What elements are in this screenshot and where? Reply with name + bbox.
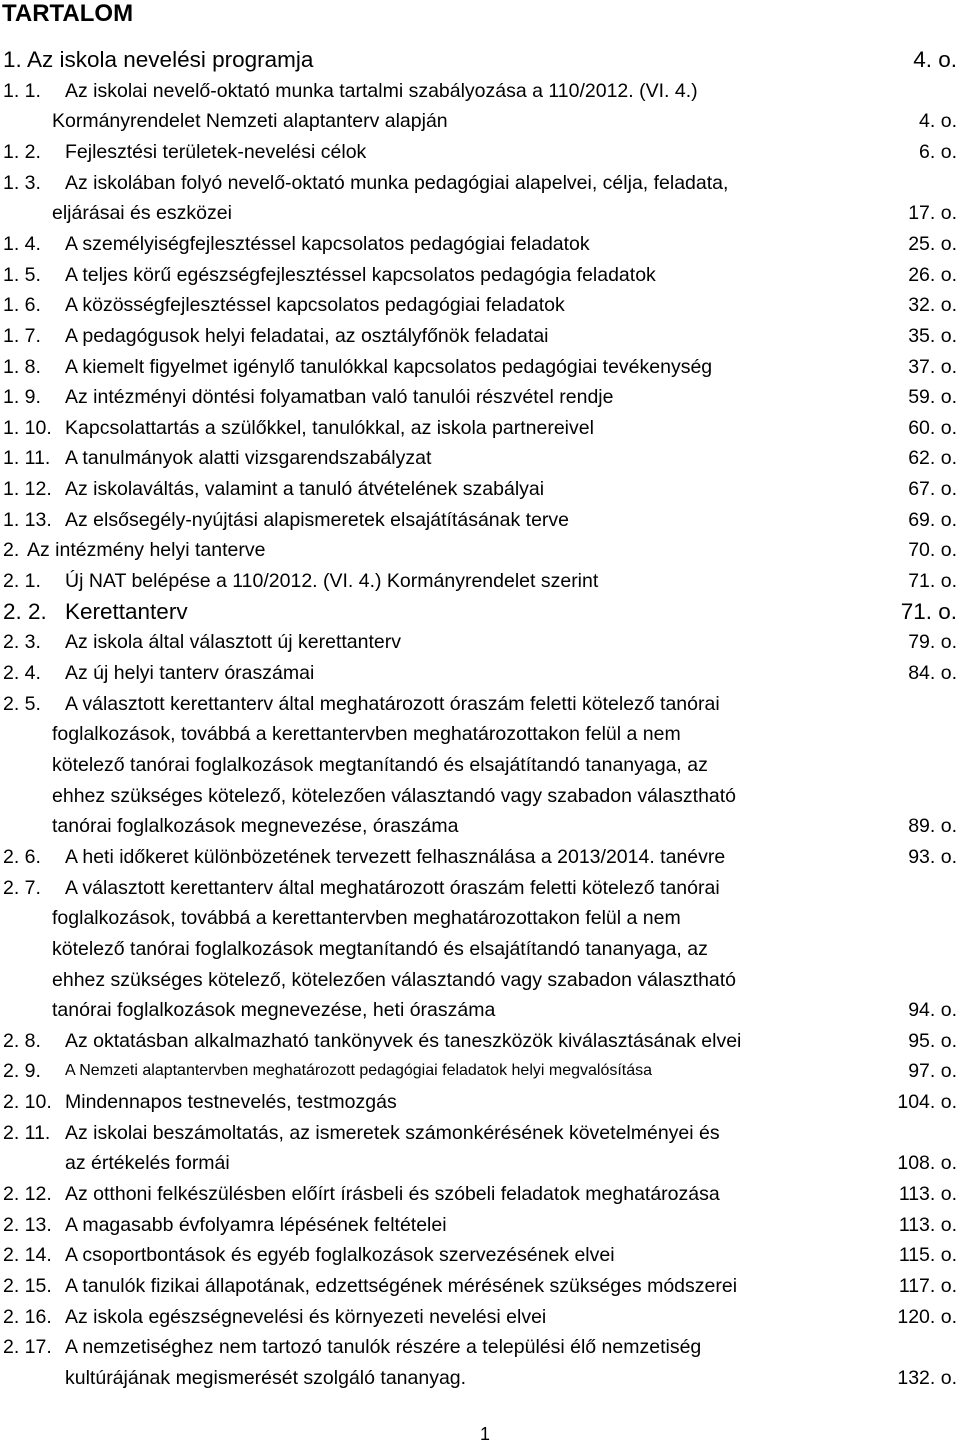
toc-entry-page: 113. o. bbox=[898, 1213, 957, 1236]
toc-entry-title: Kapcsolattartás a szülőkkel, tanulókkal, az iskola partnereivel bbox=[65, 416, 594, 439]
toc-entry-title: A tanulmányok alatti vizsgarendszabályzat bbox=[65, 447, 432, 470]
toc-entry-title: A magasabb évfolyamra lépésének feltételei bbox=[65, 1213, 447, 1236]
toc-entry-number: 1. 6. bbox=[3, 294, 41, 317]
toc-entry-page: 93. o. bbox=[908, 845, 957, 868]
toc-entry bbox=[0, 873, 960, 903]
toc-entry-page: 25. o. bbox=[908, 232, 957, 255]
toc-entry-page: 117. o. bbox=[898, 1275, 957, 1297]
toc-entry-title: Fejlesztési területek-nevelési célok bbox=[65, 140, 367, 163]
toc-entry-number: 2. 14. bbox=[3, 1244, 52, 1267]
toc-entry-title: Az otthoni felkészülésben előírt írásbeli és szóbeli feladatok meghatározása bbox=[65, 1183, 720, 1205]
toc-entry-number: 2. 6. bbox=[3, 845, 41, 868]
toc-entry-title: Az iskolában folyó nevelő-oktató munka pedagógiai alapelvei, célja, feladata, bbox=[65, 171, 729, 194]
toc-entry-title: eljárásai és eszközei bbox=[52, 202, 232, 225]
toc-entry-title: Az intézményi döntési folyamatban való tanulói részvétel rendje bbox=[65, 386, 614, 409]
toc-entry bbox=[0, 566, 960, 596]
toc-entry bbox=[0, 1240, 960, 1270]
toc-entry bbox=[0, 382, 960, 412]
toc-entry-number: 2. 13. bbox=[3, 1213, 52, 1236]
toc-entry bbox=[0, 719, 960, 749]
toc-entry-title: tanórai foglalkozások megnevezése, heti óraszáma bbox=[52, 999, 496, 1022]
toc-entry bbox=[0, 229, 960, 259]
toc-entry-title: Kerettanterv bbox=[65, 598, 188, 624]
toc-entry-title: kultúrájának megismerését szolgáló tananyag. bbox=[65, 1367, 467, 1389]
toc-entry-title: Új NAT belépése a 110/2012. (VI. 4.) Kormányrendelet szerint bbox=[65, 570, 599, 592]
toc-entry-title: ehhez szükséges kötelező, kötelezően választandó vagy szabadon választható bbox=[52, 784, 737, 807]
toc-entry bbox=[0, 1179, 960, 1209]
toc-entry-page: 69. o. bbox=[908, 508, 957, 531]
toc-entry bbox=[0, 1118, 960, 1148]
toc-entry bbox=[0, 934, 960, 964]
toc-entry-number: 2. 7. bbox=[3, 876, 41, 899]
toc-entry bbox=[0, 1056, 960, 1086]
toc-entry-page: 115. o. bbox=[898, 1244, 957, 1267]
toc-entry-number: 2. 12. bbox=[3, 1183, 52, 1205]
toc-entry bbox=[0, 811, 960, 841]
toc-entry bbox=[0, 1332, 960, 1362]
toc-entry-title: A heti időkeret különbözetének tervezett felhasználása a 2013/2014. tanévre bbox=[65, 845, 726, 868]
toc-entry-title: Az iskola egészségnevelési és környezeti nevelési elvei bbox=[65, 1305, 547, 1328]
toc-entry bbox=[0, 842, 960, 872]
toc-entry-number: 1. bbox=[3, 47, 22, 72]
toc-entry-page: 60. o. bbox=[908, 416, 957, 439]
toc-entry-page: 17. o. bbox=[908, 202, 957, 225]
toc-entry bbox=[0, 198, 960, 228]
toc-entry bbox=[0, 1302, 960, 1332]
toc-entry-number: 2. 9. bbox=[3, 1060, 41, 1083]
toc-entry bbox=[0, 781, 960, 811]
toc-entry-title: A pedagógusok helyi feladatai, az osztályfőnök feladatai bbox=[65, 324, 549, 347]
toc-entry-number: 1. 5. bbox=[3, 263, 41, 286]
toc-entry-title: A csoportbontások és egyéb foglalkozások szervezésének elvei bbox=[65, 1244, 615, 1267]
toc-entry bbox=[0, 443, 960, 473]
toc-entry-page: 97. o. bbox=[908, 1060, 957, 1083]
toc-entry-title: Az iskola által választott új kerettanterv bbox=[65, 631, 401, 654]
toc-entry bbox=[0, 321, 960, 351]
toc-entry-title: Az oktatásban alkalmazható tankönyvek és taneszközök kiválasztásának elvei bbox=[65, 1029, 742, 1052]
page-number: 1 bbox=[479, 1424, 490, 1444]
toc-entry-page: 4. o. bbox=[913, 47, 957, 72]
toc-entry-title: A tanulók fizikai állapotának, edzettségének mérésének szükséges módszerei bbox=[65, 1275, 738, 1297]
toc-entry-title: Az iskola nevelési programja bbox=[27, 47, 314, 72]
toc-entry bbox=[0, 689, 960, 719]
toc-entry-title: Kormányrendelet Nemzeti alaptanterv alapján bbox=[52, 110, 448, 133]
toc-entry bbox=[0, 535, 960, 565]
toc-entry bbox=[0, 76, 960, 106]
toc-entry bbox=[0, 965, 960, 995]
toc-entry-title: az értékelés formái bbox=[65, 1152, 230, 1175]
toc-entry-number: 2. 17. bbox=[3, 1336, 52, 1359]
toc-entry bbox=[0, 1210, 960, 1240]
toc-entry-page: 84. o. bbox=[908, 662, 957, 684]
toc-entry-page: 62. o. bbox=[908, 447, 957, 470]
toc-entry-number: 2. 2. bbox=[3, 598, 47, 624]
toc-entry-title: Mindennapos testnevelés, testmozgás bbox=[65, 1091, 397, 1114]
toc-entry-number: 1. 11. bbox=[3, 447, 51, 470]
toc-entry bbox=[0, 903, 960, 933]
toc-entry-title: A nemzetiséghez nem tartozó tanulók részére a települési élő nemzetiség bbox=[65, 1336, 702, 1359]
toc-entry bbox=[0, 45, 960, 75]
toc-entry bbox=[0, 137, 960, 167]
toc-entry-number: 2. 16. bbox=[3, 1305, 52, 1328]
toc-entry-page: 89. o. bbox=[908, 815, 957, 838]
toc-entry-title: Az új helyi tanterv óraszámai bbox=[65, 662, 315, 684]
toc-entry-page: 37. o. bbox=[908, 355, 957, 378]
toc-entry-title: Az elsősegély-nyújtási alapismeretek elsajátításának terve bbox=[65, 508, 570, 531]
toc-entry bbox=[0, 474, 960, 504]
toc-entry-number: 1. 9. bbox=[3, 386, 41, 409]
toc-entry-title: tanórai foglalkozások megnevezése, óraszáma bbox=[52, 815, 459, 838]
toc-entry-page: 71. o. bbox=[908, 570, 957, 592]
toc-entry-title: foglalkozások, továbbá a kerettantervben meghatározottakon felül a nem bbox=[52, 723, 681, 746]
toc-entry bbox=[0, 106, 960, 136]
toc-entry-page: 6. o. bbox=[919, 140, 957, 163]
toc-entry-number: 2. bbox=[3, 539, 20, 562]
toc-entry-page: 95. o. bbox=[908, 1029, 957, 1052]
toc-entry-page: 35. o. bbox=[908, 324, 957, 347]
toc-entry-number: 2. 10. bbox=[3, 1091, 52, 1114]
toc-entry-title: A teljes körű egészségfejlesztéssel kapcsolatos pedagógia feladatok bbox=[65, 263, 656, 286]
toc-entry-title: A választott kerettanterv által meghatározott óraszám feletti kötelező tanórai bbox=[65, 876, 720, 899]
toc-entry-title: kötelező tanórai foglalkozások megtanítandó és elsajátítandó tananyaga, az bbox=[52, 937, 708, 960]
toc-entry-page: 94. o. bbox=[908, 999, 957, 1022]
toc-entry-number: 1. 8. bbox=[3, 355, 41, 378]
toc-entry-title: Az iskolai beszámoltatás, az ismeretek számonkérésének követelményei és bbox=[65, 1121, 720, 1144]
toc-entry-number: 2. 11. bbox=[3, 1121, 51, 1144]
toc-entry-number: 1. 12. bbox=[3, 478, 52, 501]
toc-entry-number: 2. 4. bbox=[3, 662, 41, 684]
toc-entry-page: 104. o. bbox=[897, 1091, 957, 1114]
toc-entry bbox=[0, 627, 960, 657]
toc-entry-page: 4. o. bbox=[919, 110, 957, 133]
toc-entry-number: 2. 1. bbox=[3, 570, 41, 592]
toc-entry-title: A Nemzeti alaptantervben meghatározott pedagógiai feladatok helyi megvalósítása bbox=[65, 1062, 653, 1080]
page-title: TARTALOM bbox=[2, 0, 134, 27]
toc-entry-number: 1. 7. bbox=[3, 324, 41, 347]
toc-entry-number: 2. 3. bbox=[3, 631, 41, 654]
toc-entry bbox=[0, 260, 960, 290]
toc-entry bbox=[0, 1271, 960, 1301]
toc-entry-number: 2. 8. bbox=[3, 1029, 41, 1052]
toc-entry-title: Az intézmény helyi tanterve bbox=[27, 539, 266, 562]
toc-entry bbox=[0, 505, 960, 535]
toc-entry-page: 113. o. bbox=[898, 1183, 957, 1205]
toc-entry-number: 1. 13. bbox=[3, 508, 52, 531]
toc-entry bbox=[0, 1148, 960, 1178]
toc-entry-page: 120. o. bbox=[897, 1305, 957, 1328]
toc-entry-page: 26. o. bbox=[908, 263, 957, 286]
toc-entry-page: 70. o. bbox=[908, 539, 957, 562]
toc-entry bbox=[0, 1087, 960, 1117]
toc-entry-page: 71. o. bbox=[900, 598, 957, 624]
toc-entry bbox=[0, 995, 960, 1025]
toc-entry-number: 1. 10. bbox=[3, 416, 52, 439]
toc-entry-number: 1. 1. bbox=[3, 79, 41, 102]
toc-entry-number: 1. 4. bbox=[3, 232, 41, 255]
toc-entry bbox=[0, 1363, 960, 1393]
toc-entry bbox=[0, 597, 960, 627]
toc-entry-title: A választott kerettanterv által meghatározott óraszám feletti kötelező tanórai bbox=[65, 692, 720, 715]
toc-entry-title: A kiemelt figyelmet igénylő tanulókkal kapcsolatos pedagógiai tevékenység bbox=[65, 355, 713, 378]
toc-entry-page: 79. o. bbox=[908, 631, 957, 654]
toc-entry-number: 1. 3. bbox=[3, 171, 41, 194]
toc-entry-number: 1. 2. bbox=[3, 140, 41, 163]
toc-entry bbox=[0, 290, 960, 320]
toc-entry-title: A személyiségfejlesztéssel kapcsolatos pedagógiai feladatok bbox=[65, 232, 590, 255]
toc-entry-title: ehhez szükséges kötelező, kötelezően választandó vagy szabadon választható bbox=[52, 968, 737, 991]
toc-entry bbox=[0, 352, 960, 382]
toc-entry-title: A közösségfejlesztéssel kapcsolatos pedagógiai feladatok bbox=[65, 294, 565, 317]
toc-entry bbox=[0, 750, 960, 780]
toc-entry-title: foglalkozások, továbbá a kerettantervben meghatározottakon felül a nem bbox=[52, 907, 681, 930]
toc-entry-number: 2. 5. bbox=[3, 692, 41, 715]
toc-entry-page: 67. o. bbox=[908, 478, 957, 501]
toc-entry bbox=[0, 413, 960, 443]
toc-entry-title: kötelező tanórai foglalkozások megtanítandó és elsajátítandó tananyaga, az bbox=[52, 753, 708, 776]
toc-entry-title: Az iskolai nevelő-oktató munka tartalmi szabályozása a 110/2012. (VI. 4.) bbox=[65, 79, 698, 102]
toc-entry-page: 59. o. bbox=[908, 386, 957, 409]
toc-entry-number: 2. 15. bbox=[3, 1275, 52, 1297]
toc-entry-page: 32. o. bbox=[908, 294, 957, 317]
toc-entry-title: Az iskolaváltás, valamint a tanuló átvételének szabályai bbox=[65, 478, 545, 501]
toc-entry bbox=[0, 1026, 960, 1056]
toc-entry bbox=[0, 168, 960, 198]
toc-entry-page: 108. o. bbox=[897, 1152, 957, 1175]
toc-entry-page: 132. o. bbox=[897, 1367, 957, 1389]
toc-entry bbox=[0, 658, 960, 688]
